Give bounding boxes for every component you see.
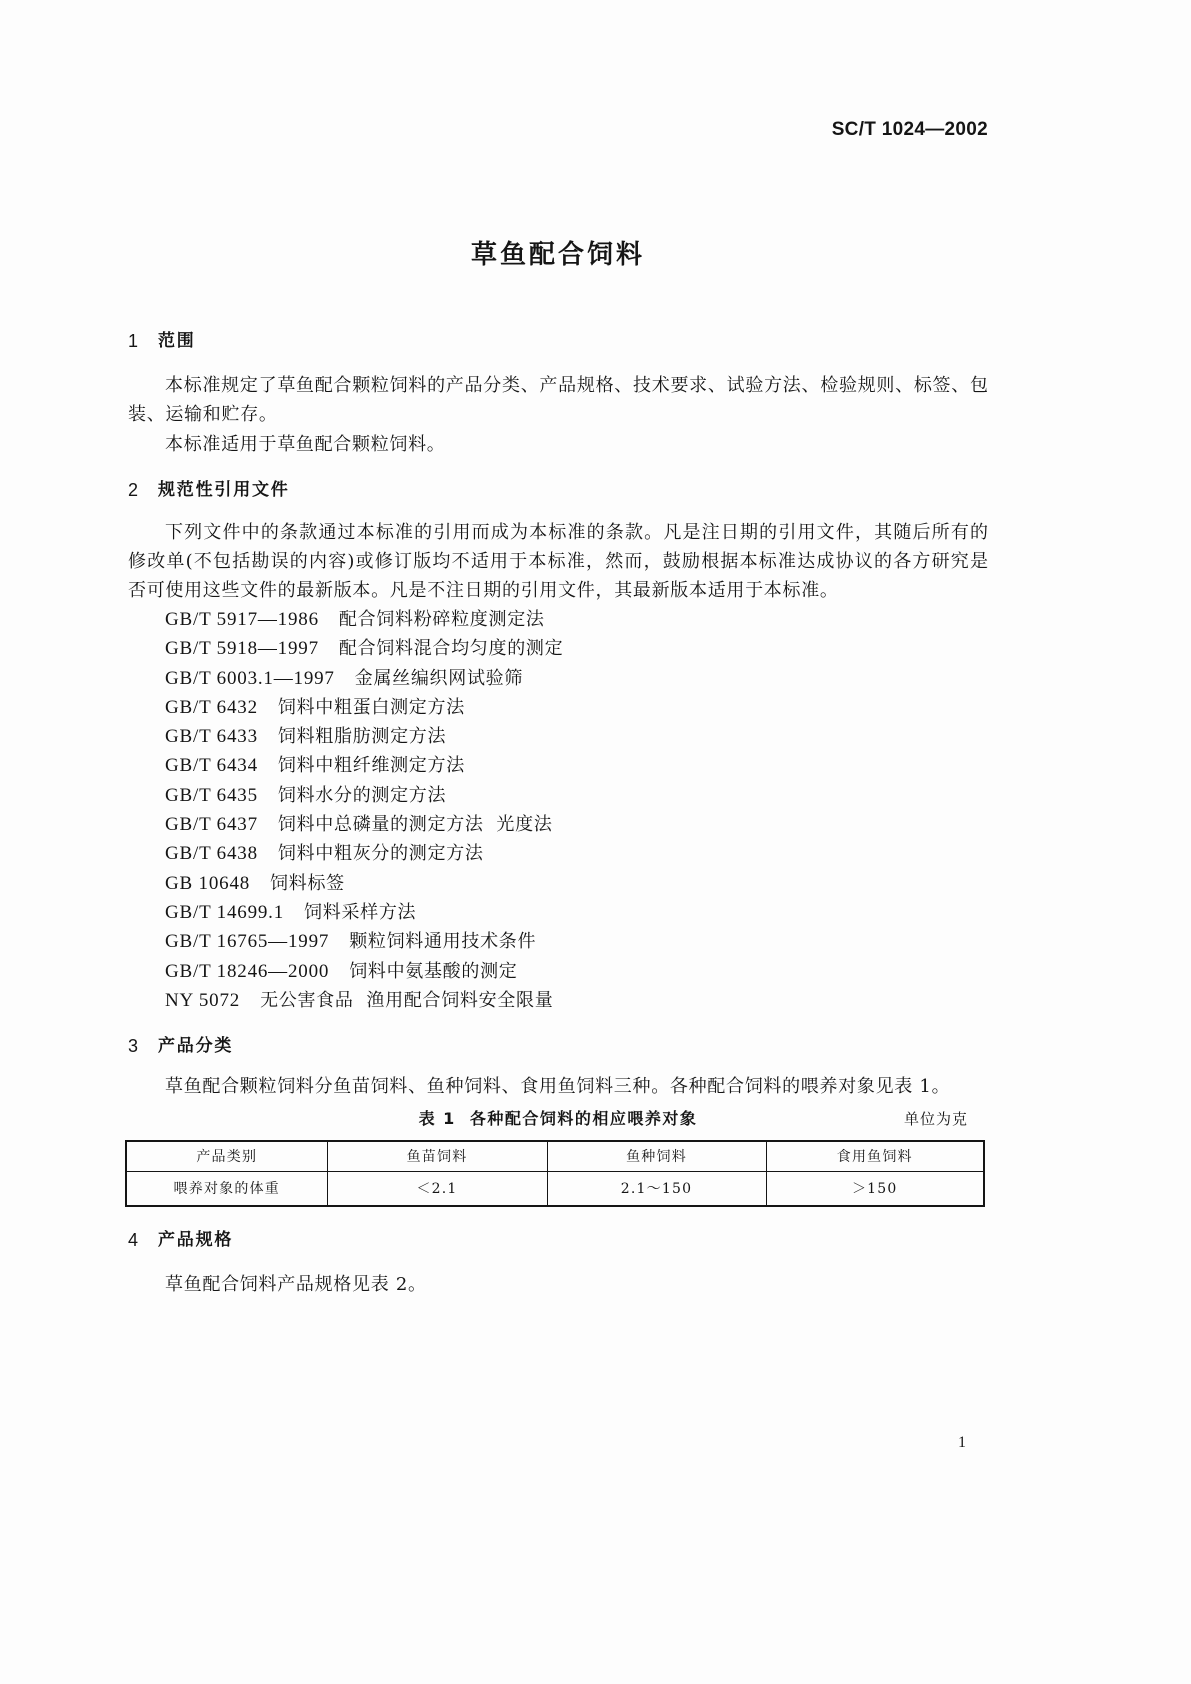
document-title: 草鱼配合饲料 [470, 240, 645, 270]
section-2-title: 规范性引用文件 [158, 480, 290, 500]
reference-item [165, 784, 446, 808]
table-row [126, 1171, 984, 1206]
table-unit: 单位为克 [903, 1110, 968, 1128]
paragraph-line: 修改单(不包括勘误的内容)或修订版均不适用于本标准，然而，鼓励根据本标准达成协议的各方研究是 [128, 551, 988, 572]
paragraph-line: 本标准适用于草鱼配合颗粒饲料。 [165, 434, 446, 455]
paragraph-line: 草鱼配合饲料产品规格见表 2。 [165, 1274, 427, 1295]
reference-code: GB/T 5917—1986 [165, 609, 319, 630]
reference-item [165, 813, 553, 837]
reference-code: GB/T 6432 [165, 697, 258, 718]
reference-code: GB/T 18246—2000 [165, 961, 330, 982]
section-2-heading [128, 478, 138, 502]
reference-title: 颗粒饲料通用技术条件 [349, 931, 537, 952]
reference-item [165, 989, 553, 1013]
paragraph-line: 否可使用这些文件的最新版本。凡是不注日期的引用文件，其最新版本适用于本标准。 [128, 580, 839, 601]
paragraph-line: 本标准规定了草鱼配合颗粒饲料的产品分类、产品规格、技术要求、试验方法、检验规则、标签、包 [165, 375, 988, 396]
section-4-title: 产品规格 [158, 1230, 234, 1250]
section-number: 2 [128, 480, 139, 500]
reference-item [165, 901, 416, 925]
feeding-target-table [125, 1140, 985, 1207]
reference-code: GB/T 6433 [165, 726, 258, 747]
reference-item [165, 960, 518, 984]
reference-item [165, 725, 446, 749]
reference-code: GB/T 5918—1997 [165, 638, 319, 659]
paragraph-line: 草鱼配合颗粒饲料分鱼苗饲料、鱼种饲料、食用鱼饲料三种。各种配合饲料的喂养对象见表 1。 [165, 1076, 951, 1097]
reference-item [165, 842, 484, 866]
reference-item [165, 637, 563, 661]
table-cell: 2.1～150 [547, 1171, 766, 1206]
reference-title: 饲料水分的测定方法 [277, 785, 447, 806]
page-number: 1 [958, 1434, 966, 1451]
reference-code: GB/T 6435 [165, 785, 258, 806]
section-3-title: 产品分类 [158, 1036, 234, 1056]
table-cell: 喂养对象的体重 [126, 1171, 327, 1206]
reference-item [165, 930, 536, 954]
reference-code: GB/T 6437 [165, 814, 258, 835]
table-header-cell: 产品类别 [126, 1141, 327, 1171]
reference-code: GB/T 6438 [165, 843, 258, 864]
paragraph-line: 下列文件中的条款通过本标准的引用而成为本标准的条款。凡是注日期的引用文件，其随后所有的 [165, 522, 988, 543]
reference-item [165, 754, 465, 778]
section-number: 1 [128, 331, 139, 351]
table-header-row [126, 1141, 984, 1171]
paragraph-line: 装、运输和贮存。 [128, 404, 278, 425]
section-number: 3 [128, 1036, 139, 1056]
reference-title: 饲料中粗纤维测定方法 [277, 755, 465, 776]
standard-code: SC/T 1024—2002 [831, 119, 988, 140]
reference-code: GB/T 16765—1997 [165, 931, 330, 952]
section-1-heading [128, 329, 138, 353]
table-cell: ＜2.1 [327, 1171, 547, 1206]
reference-item [165, 872, 345, 896]
reference-code: GB/T 14699.1 [165, 902, 285, 923]
reference-title: 饲料粗脂肪测定方法 [277, 726, 447, 747]
reference-title: 饲料中氨基酸的测定 [349, 961, 518, 982]
reference-code: GB 10648 [165, 873, 251, 894]
table-header-cell: 食用鱼饲料 [766, 1141, 984, 1171]
table-header-cell: 鱼种饲料 [547, 1141, 766, 1171]
reference-title: 金属丝编织网试验筛 [354, 668, 524, 689]
reference-title: 饲料中总磷量的测定方法 光度法 [277, 814, 553, 835]
reference-item [165, 608, 545, 632]
reference-title: 饲料中粗灰分的测定方法 [277, 843, 484, 864]
reference-item [165, 696, 465, 720]
reference-title: 饲料采样方法 [304, 902, 417, 923]
section-3-heading [128, 1034, 138, 1058]
reference-code: GB/T 6434 [165, 755, 258, 776]
table-cell: ＞150 [766, 1171, 984, 1206]
reference-title: 配合饲料粉碎粒度测定法 [338, 609, 545, 630]
section-1-title: 范围 [158, 331, 196, 351]
reference-item [165, 667, 523, 691]
table-caption: 表 1 各种配合饲料的相应喂养对象 [418, 1109, 698, 1128]
reference-code: NY 5072 [165, 990, 241, 1011]
reference-title: 配合饲料混合均匀度的测定 [338, 638, 564, 659]
reference-title: 无公害食品 渔用配合饲料安全限量 [260, 990, 554, 1011]
table-header-cell: 鱼苗饲料 [327, 1141, 547, 1171]
section-number: 4 [128, 1230, 139, 1250]
reference-title: 饲料标签 [270, 873, 345, 894]
section-4-heading [128, 1228, 138, 1252]
reference-title: 饲料中粗蛋白测定方法 [277, 697, 465, 718]
reference-code: GB/T 6003.1—1997 [165, 668, 335, 689]
